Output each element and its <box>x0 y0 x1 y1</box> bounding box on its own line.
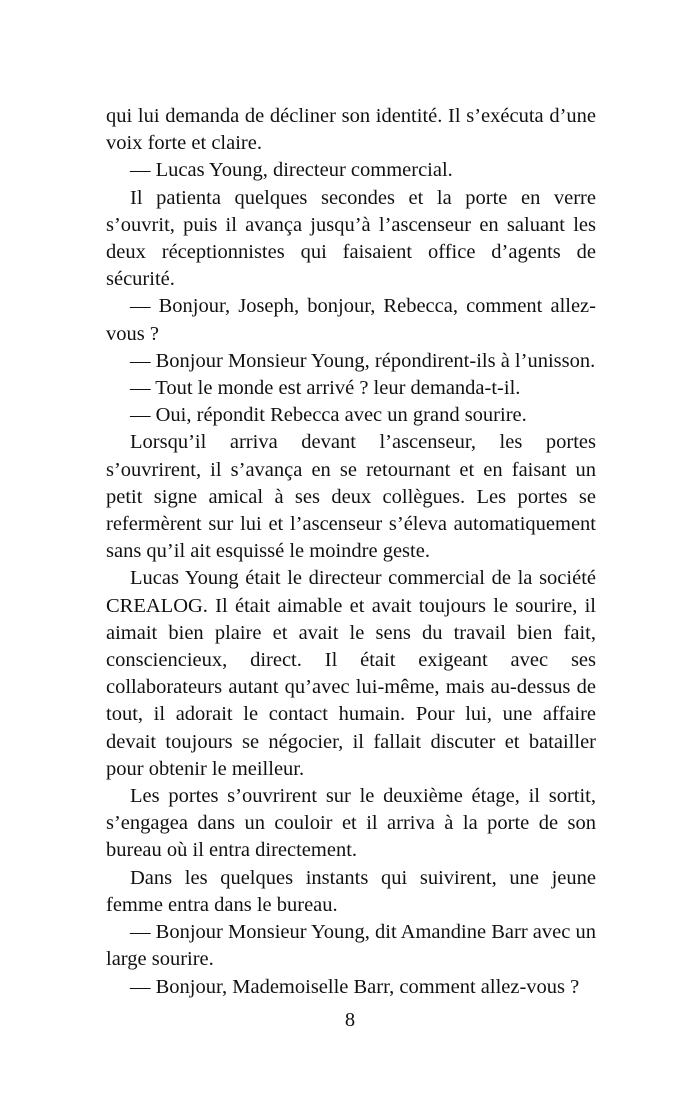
paragraph-12: — Bonjour Monsieur Young, dit Amandine Barr avec un large sourire. <box>106 921 596 971</box>
paragraph-10: Les portes s’ouvrirent sur le deuxième étage, il sortit, s’engagea dans un couloir et il arriva à la porte de son bureau où il entra directement. <box>106 785 596 862</box>
paragraph-6: — Tout le monde est arrivé ? leur demanda-t-il. <box>130 377 521 400</box>
paragraph-7: — Oui, répondit Rebecca avec un grand sourire. <box>130 404 527 427</box>
paragraph-11: Dans les quelques instants qui suivirent, une jeune femme entra dans le bureau. <box>106 866 596 916</box>
page-number: 8 <box>344 1009 356 1031</box>
paragraph-3: Il patienta quelques secondes et la porte en verre s’ouvrit, puis il avança jusqu’à l’ascenseur en saluant les deux réceptionnistes qui faisaient office d’agents de sécurité. <box>106 186 596 291</box>
page-body <box>106 103 596 1001</box>
paragraph-4: — Bonjour, Joseph, bonjour, Rebecca, comment allez-vous ? <box>106 295 596 345</box>
paragraph-1: qui lui demanda de décliner son identité. Il s’exécuta d’une voix forte et claire. <box>106 105 596 155</box>
paragraph-8: Lorsqu’il arriva devant l’ascenseur, les portes s’ouvrirent, il s’avança en se retournant et en faisant un petit signe amical à ses deux collègues. Les portes se refermèrent sur lui et l’ascenseur s’éleva automatiquement sans qu’il ait esquissé le moindre geste. <box>106 431 596 563</box>
paragraph-13: — Bonjour, Mademoiselle Barr, comment allez-vous ? <box>130 975 580 998</box>
paragraph-2: — Lucas Young, directeur commercial. <box>130 159 453 182</box>
paragraph-9: Lucas Young était le directeur commercial de la société CREALOG. Il était aimable et avait toujours le sourire, il aimait bien plaire et avait le sens du travail bien fait, consciencieux, direct. Il était exigeant avec ses collaborateurs autant qu’avec lui-même, mais au-dessus de tout, il adorait le contact humain. Pour lui, une affaire devait toujours se négocier, il fallait discuter et batailler pour obtenir le meilleur. <box>106 567 596 780</box>
paragraph-5: — Bonjour Monsieur Young, répondirent-ils à l’unisson. <box>130 349 596 372</box>
